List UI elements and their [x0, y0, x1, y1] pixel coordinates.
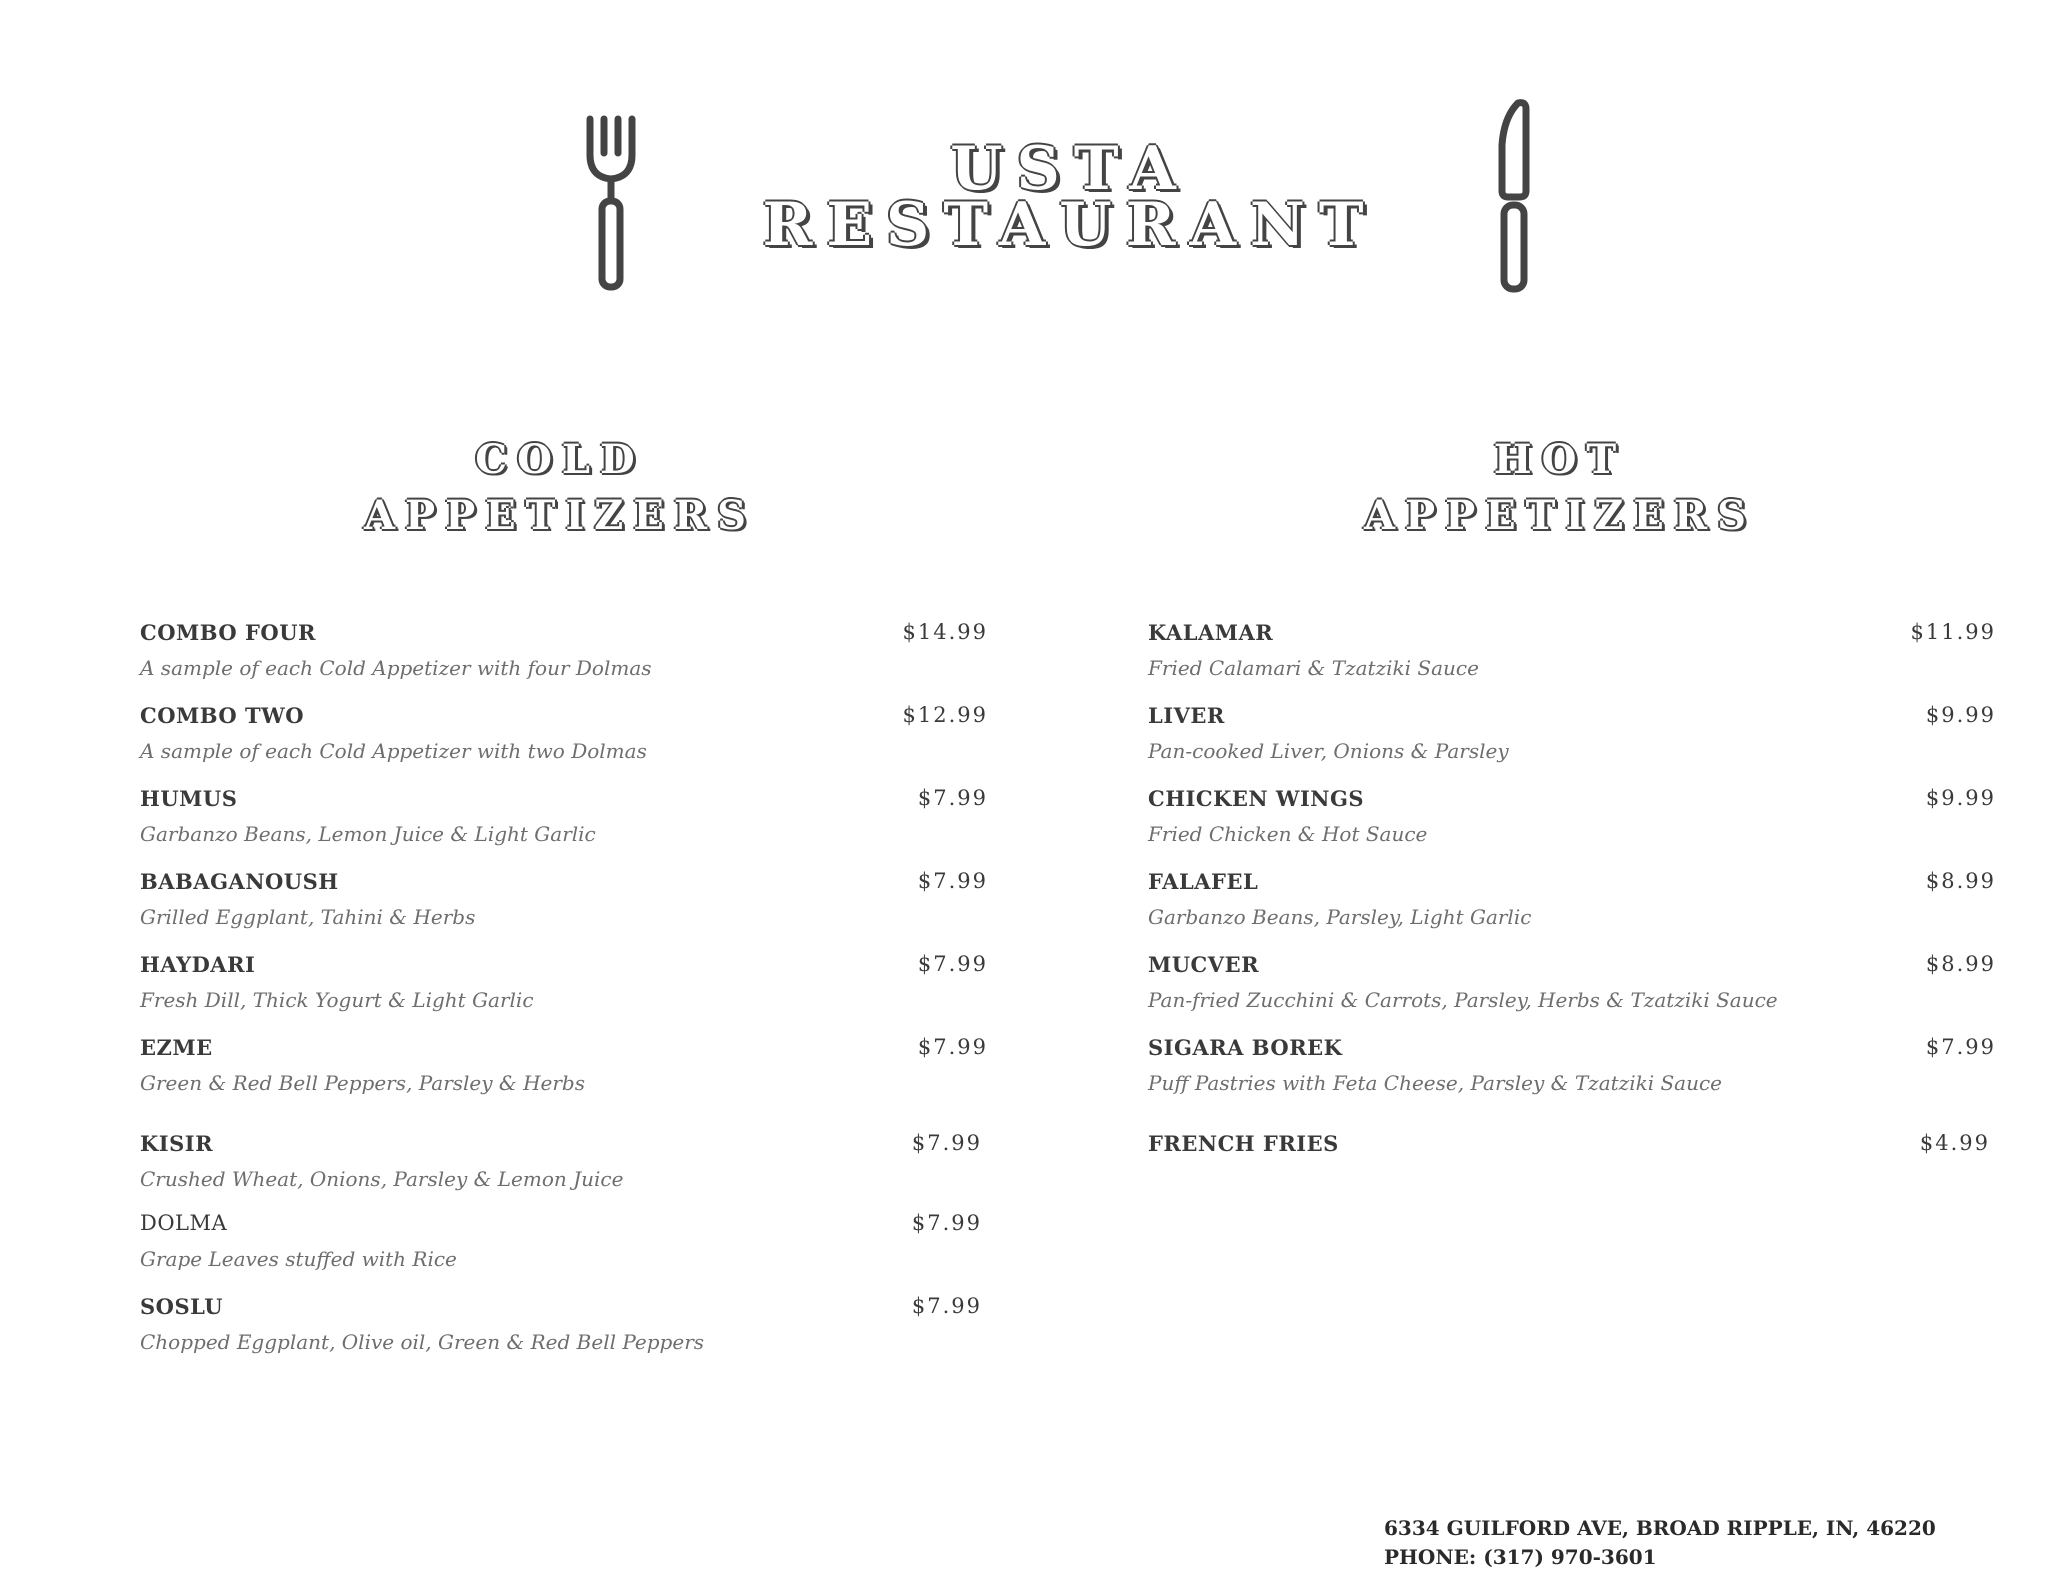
item-name: KALAMAR [1148, 620, 1274, 645]
item-name: FRENCH FRIES [1148, 1131, 1339, 1156]
item-description: Crushed Wheat, Onions, Parsley & Lemon Juice [140, 1167, 624, 1191]
item-price: $8.99 [1925, 869, 1996, 893]
hot-appetizers-list [1148, 620, 1996, 1211]
menu-item [1148, 1035, 1996, 1118]
menu-item [140, 1131, 988, 1211]
knife-icon [1496, 97, 1532, 293]
menu-item [1148, 786, 1996, 869]
item-name: BABAGANOUSH [140, 869, 339, 894]
cold-heading-line1: COLD [475, 436, 645, 483]
menu-item [1148, 703, 1996, 786]
item-price: $9.99 [1925, 703, 1996, 727]
item-name: DOLMA [140, 1211, 228, 1235]
item-price: $7.99 [911, 1211, 982, 1235]
item-name: HAYDARI [140, 952, 256, 977]
item-price: $9.99 [1925, 786, 1996, 810]
item-price: $7.99 [917, 786, 988, 810]
cold-appetizers-heading [300, 432, 820, 544]
fork-icon [585, 113, 637, 293]
menu-item [1148, 1131, 1996, 1211]
item-description: Fried Calamari & Tzatziki Sauce [1148, 656, 1479, 680]
menu-item [1148, 620, 1996, 703]
item-name: COMBO TWO [140, 703, 304, 728]
item-price: $7.99 [911, 1131, 982, 1155]
item-description: A sample of each Cold Appetizer with four Dolmas [140, 656, 652, 680]
item-price: $14.99 [902, 620, 988, 644]
cold-heading-line2: APPETIZERS [364, 492, 756, 539]
hot-heading-line2: APPETIZERS [1364, 492, 1756, 539]
item-price: $12.99 [902, 703, 988, 727]
item-description: Grilled Eggplant, Tahini & Herbs [140, 905, 476, 929]
menu-header [0, 95, 2048, 305]
restaurant-phone: PHONE: (317) 970-3601 [1384, 1545, 1657, 1569]
menu-item [140, 620, 988, 703]
item-price: $7.99 [911, 1294, 982, 1318]
menu-item [1148, 869, 1996, 952]
item-price: $11.99 [1910, 620, 1996, 644]
item-name: MUCVER [1148, 952, 1260, 977]
item-description: Green & Red Bell Peppers, Parsley & Herbs [140, 1071, 585, 1095]
menu-item [140, 786, 988, 869]
item-price: $7.99 [917, 952, 988, 976]
item-name: LIVER [1148, 703, 1225, 728]
restaurant-address: 6334 GUILFORD AVE, BROAD RIPPLE, IN, 46220 [1384, 1516, 1936, 1540]
item-description: Grape Leaves stuffed with Rice [140, 1247, 457, 1271]
cold-appetizers-list [140, 620, 988, 1377]
item-description: Garbanzo Beans, Parsley, Light Garlic [1148, 905, 1532, 929]
item-price: $8.99 [1925, 952, 1996, 976]
hot-heading-line1: HOT [1493, 436, 1627, 483]
item-description: Fresh Dill, Thick Yogurt & Light Garlic [140, 988, 534, 1012]
item-description: Fried Chicken & Hot Sauce [1148, 822, 1428, 846]
item-description: Pan-fried Zucchini & Carrots, Parsley, Herbs & Tzatziki Sauce [1148, 988, 1778, 1012]
menu-item [140, 1294, 988, 1377]
item-price: $7.99 [917, 869, 988, 893]
item-description: Puff Pastries with Feta Cheese, Parsley & Tzatziki Sauce [1148, 1071, 1723, 1095]
item-description: A sample of each Cold Appetizer with two Dolmas [140, 739, 647, 763]
menu-item [140, 1035, 988, 1118]
item-description: Pan-cooked Liver, Onions & Parsley [1148, 739, 1509, 763]
item-name: HUMUS [140, 786, 238, 811]
menu-item [140, 703, 988, 786]
menu-item [1148, 952, 1996, 1035]
item-description: Chopped Eggplant, Olive oil, Green & Red Bell Peppers [140, 1330, 705, 1354]
restaurant-name-line2: RESTAURANT [762, 190, 1378, 260]
restaurant-name-line1: USTA [950, 134, 1190, 204]
menu-item [140, 869, 988, 952]
item-price: $7.99 [1925, 1035, 1996, 1059]
item-name: COMBO FOUR [140, 620, 316, 645]
menu-item [140, 952, 988, 1035]
item-name: EZME [140, 1035, 213, 1060]
restaurant-contact [1384, 1514, 1936, 1572]
item-price: $4.99 [1919, 1131, 1990, 1155]
hot-appetizers-heading [1300, 432, 1820, 544]
item-price: $7.99 [917, 1035, 988, 1059]
menu-item [140, 1211, 988, 1294]
item-name: FALAFEL [1148, 869, 1259, 894]
item-name: KISIR [140, 1131, 214, 1156]
item-name: CHICKEN WINGS [1148, 786, 1365, 811]
item-name: SOSLU [140, 1294, 224, 1319]
item-description: Garbanzo Beans, Lemon Juice & Light Garlic [140, 822, 596, 846]
item-name: SIGARA BOREK [1148, 1035, 1343, 1060]
